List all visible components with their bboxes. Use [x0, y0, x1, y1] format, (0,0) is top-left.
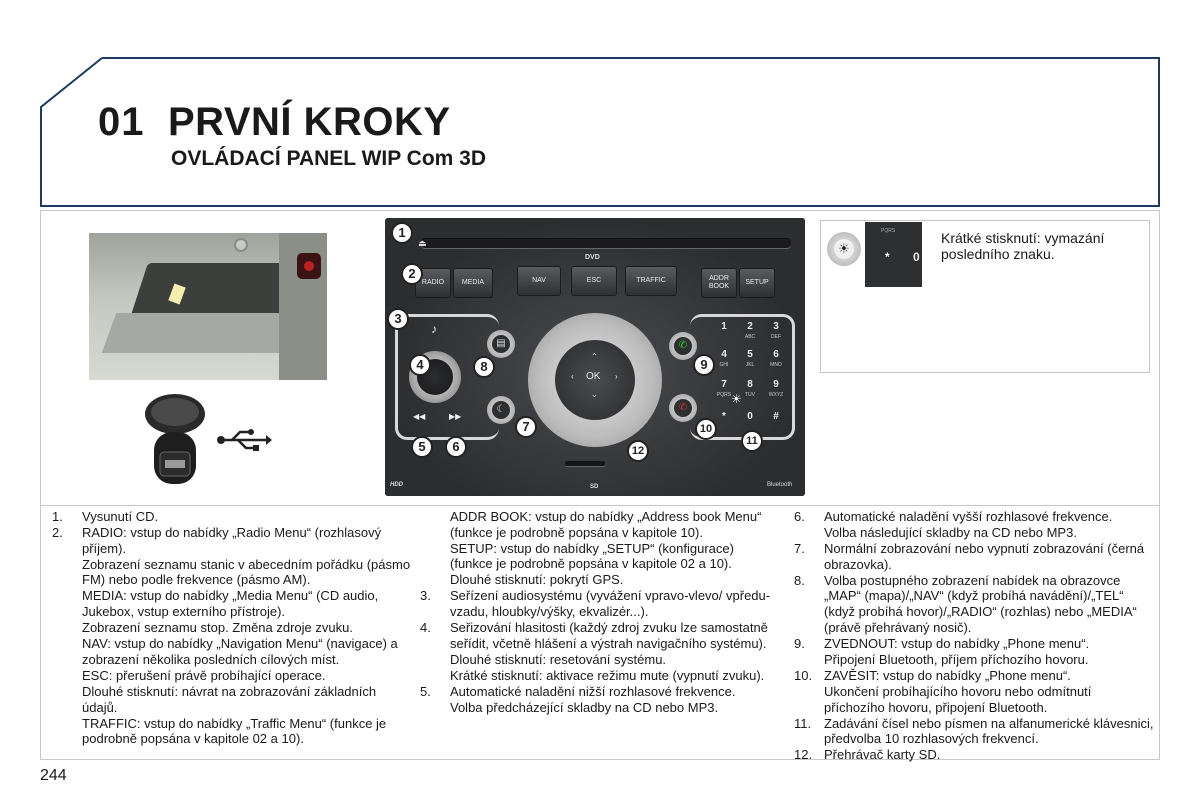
- list-column-3: [794, 509, 1154, 764]
- display-off-button[interactable]: ☾: [487, 396, 515, 424]
- chapter-title: PRVNÍ KROKY: [168, 100, 451, 144]
- list-item: [420, 572, 780, 588]
- list-item-text: SETUP: vstup do nabídky „SETUP“ (konfigurace) (funkce je podrobně popsána v kapitole 02 a 10).: [450, 540, 734, 572]
- usb-icon: [216, 428, 272, 452]
- list-item: [420, 541, 780, 572]
- list-item: [420, 668, 780, 684]
- list-item-number: [52, 557, 82, 588]
- callout-1: 1: [391, 222, 413, 244]
- list-item-number: [52, 588, 82, 619]
- list-item-number: [420, 572, 450, 588]
- key-0[interactable]: 0: [747, 411, 753, 422]
- list-item-number: 2.: [52, 525, 63, 541]
- list-item-text: Zobrazení seznamu stanic v abecedním pořádku (pásmo FM) nebo podle frekvence (pásmo AM).: [82, 556, 411, 588]
- list-item-number: [420, 700, 450, 716]
- list-item-number: 10.: [794, 667, 813, 683]
- list-item: [420, 620, 780, 651]
- dvd-logo: DVD: [585, 254, 600, 261]
- list-item: [420, 509, 780, 540]
- list-item-text: Přehrávač karty SD.: [824, 747, 941, 763]
- list-item-text: Volba následující skladby na CD nebo MP3.: [824, 525, 1077, 541]
- list-item-number: 8.: [794, 572, 805, 588]
- list-item-number: [420, 652, 450, 668]
- list-item-number: [52, 620, 82, 636]
- list-item-text: ESC: přerušení právě probíhající operace.: [82, 667, 326, 683]
- left-arrow-icon[interactable]: ‹: [571, 372, 574, 381]
- key-2[interactable]: 2 ABC: [744, 321, 756, 340]
- list-item-text: Seřizování hlasitosti (každý zdroj zvuku lze samostatně seřídit, včetně hlášení a výstrah navigačního systému).: [450, 620, 768, 651]
- list-item-text: NAV: vstup do nabídky „Navigation Menu“ (navigace) a zobrazení několika posledních cílových míst.: [82, 636, 398, 667]
- usb-port-image: [140, 392, 210, 490]
- list-item-number: [52, 636, 82, 667]
- down-arrow-icon[interactable]: ⌄: [591, 390, 598, 399]
- up-arrow-icon[interactable]: ⌃: [591, 352, 598, 361]
- key-6[interactable]: 6 MNO: [770, 349, 782, 368]
- list-item-text: Dlouhé stisknutí: pokrytí GPS.: [450, 572, 624, 588]
- list-item-text: Automatické naladění vyšší rozhlasové frekvence.: [824, 509, 1113, 524]
- list-item-number: 12.: [794, 747, 813, 763]
- list-item-text: Ukončení probíhajícího hovoru nebo odmítnutí příchozího hovoru, připojení Bluetooth.: [824, 684, 1092, 715]
- list-item: [52, 684, 412, 715]
- list-item-text: ADDR BOOK: vstup do nabídky „Address book Menu“ (funkce je podrobně popsána v kapitole 10).: [450, 509, 762, 540]
- cd-slot: [421, 238, 791, 248]
- key-5[interactable]: 5 JKL: [745, 349, 755, 368]
- callout-7: 7: [515, 416, 537, 438]
- callout-4: 4: [409, 354, 431, 376]
- list-item-number: [420, 541, 450, 572]
- key-hash[interactable]: #: [773, 411, 779, 422]
- list-item-number: 7.: [794, 541, 805, 557]
- list-item-number: 11.: [794, 715, 812, 731]
- list-item: [52, 636, 412, 667]
- list-item-text: Připojení Bluetooth, příjem příchozího hovoru.: [824, 651, 1089, 667]
- list-item-number: [420, 668, 450, 684]
- list-item: [794, 509, 1154, 525]
- list-item: [794, 684, 1154, 715]
- callout-11: 11: [741, 430, 763, 452]
- radio-button[interactable]: RADIO: [415, 268, 451, 298]
- list-item: [794, 573, 1154, 635]
- list-item: [794, 668, 1154, 684]
- star-key-icon: ☀: [731, 392, 742, 406]
- list-item: [420, 588, 780, 619]
- list-item-text: Zobrazení seznamu stop. Změna zdroje zvuku.: [82, 620, 353, 636]
- list-column-2: [420, 509, 780, 716]
- callout-12: 12: [627, 440, 649, 462]
- key-star[interactable]: *: [722, 411, 726, 422]
- list-item-text: MEDIA: vstup do nabídky „Media Menu“ (CD audio, Jukebox, vstup externího přístroje).: [82, 588, 379, 620]
- list-item-text: Dlouhé stisknutí: resetování systému.: [450, 651, 667, 667]
- key-3[interactable]: 3 DEF: [771, 321, 781, 340]
- section-title: OVLÁDACÍ PANEL WIP Com 3D: [171, 147, 487, 170]
- list-item-text: RADIO: vstup do nabídky „Radio Menu“ (rozhlasový příjem).: [82, 525, 382, 556]
- list-item: [794, 747, 1154, 763]
- answer-call-button[interactable]: ✆: [669, 332, 697, 360]
- list-item-number: [52, 716, 82, 747]
- callout-9: 9: [693, 354, 715, 376]
- list-item-text: ZAVĚSIT: vstup do nabídky „Phone menu“.: [824, 667, 1071, 683]
- list-item-number: [794, 684, 824, 715]
- list-item: [420, 700, 780, 716]
- hdd-label: HDD: [390, 482, 403, 488]
- key-4[interactable]: 4 GHI: [719, 349, 729, 368]
- hang-up-button[interactable]: ✆: [669, 394, 697, 422]
- list-item-number: 5.: [420, 684, 431, 700]
- list-item: [52, 557, 412, 588]
- list-item-text: Automatické naladění nižší rozhlasové frekvence.: [450, 684, 736, 700]
- key-9[interactable]: 9 WXYZ: [768, 379, 784, 398]
- key-1[interactable]: 1: [721, 321, 727, 332]
- list-item-number: 4.: [420, 620, 431, 636]
- ok-button[interactable]: OK: [586, 371, 601, 382]
- list-column-1: [52, 509, 412, 747]
- key-7[interactable]: 7 PQRS: [716, 379, 732, 398]
- addr-book-button[interactable]: ADDR BOOK: [701, 268, 737, 298]
- esc-button[interactable]: ESC: [571, 266, 617, 296]
- list-item-number: 1.: [52, 509, 63, 524]
- list-item: [52, 525, 412, 556]
- list-item-text: Seřízení audiosystému (vyvážení vpravo-vlevo/ vpředu-vzadu, hloubky/výšky, ekvalizér...).: [450, 588, 771, 620]
- list-item-number: [52, 684, 82, 715]
- list-item-text: Zadávání čísel nebo písmen na alfanumerické klávesnici, předvolba 10 rozhlasových frekvencí.: [824, 715, 1154, 747]
- callout-6: 6: [445, 436, 467, 458]
- list-item: [52, 716, 412, 747]
- list-item-text: Volba postupného zobrazení nabídek na obrazovce „MAP“ (mapa)/„NAV“ (když probíhá navádění)/„TEL“ (když probíhá hovor)/„RADIO“ (rozhlas) nebo „MEDIA“ (právě přehrávaný nosič).: [824, 572, 1137, 635]
- list-item: [52, 668, 412, 684]
- nav-button[interactable]: NAV: [517, 266, 561, 296]
- list-item: [794, 525, 1154, 541]
- list-item-text: Dlouhé stisknutí: návrat na zobrazování základních údajů.: [82, 684, 377, 715]
- list-item-text: Krátké stisknutí: aktivace režimu mute (vypnutí zvuku).: [450, 667, 765, 683]
- list-item: [420, 684, 780, 700]
- star-clear-icon: ☀: [827, 232, 861, 266]
- list-item-number: 9.: [794, 635, 805, 651]
- list-item: [794, 652, 1154, 668]
- list-item-text: Normální zobrazování nebo vypnutí zobrazování (černá obrazovka).: [824, 541, 1145, 572]
- next-icon[interactable]: ▶▶: [449, 412, 462, 421]
- list-item-text: TRAFFIC: vstup do nabídky „Traffic Menu“ (funkce je podrobně popsána v kapitole 02 a 10).: [82, 715, 387, 747]
- list-item-text: ZVEDNOUT: vstup do nabídky „Phone menu“.: [824, 635, 1090, 651]
- callout-8: 8: [473, 356, 495, 378]
- list-item-number: 3.: [420, 588, 431, 604]
- right-arrow-icon[interactable]: ›: [615, 372, 618, 381]
- list-item-number: 6.: [794, 509, 805, 524]
- eject-icon[interactable]: ⏏: [418, 238, 427, 248]
- page-number: 244: [40, 767, 67, 784]
- menu-toggle-button[interactable]: ▤: [487, 330, 515, 358]
- list-item: [52, 509, 412, 525]
- glovebox-photo: [89, 233, 327, 380]
- list-item-text: Volba předcházející skladby na CD nebo MP3.: [450, 700, 719, 716]
- list-item-number: [794, 652, 824, 668]
- setup-button[interactable]: SETUP: [739, 268, 775, 298]
- sd-slot: [565, 461, 605, 466]
- list-item: [794, 541, 1154, 572]
- previous-icon[interactable]: ◀◀: [413, 412, 426, 421]
- key-8[interactable]: 8 TUV: [745, 379, 755, 398]
- list-item: [794, 636, 1154, 652]
- callout-10: 10: [695, 418, 717, 440]
- callout-2: 2: [401, 263, 423, 285]
- list-item-number: [420, 509, 450, 540]
- list-item-text: Vysunutí CD.: [82, 509, 159, 524]
- list-item: [52, 588, 412, 619]
- sd-logo: SD: [590, 484, 599, 490]
- media-button[interactable]: MEDIA: [453, 268, 493, 298]
- radio-control-panel: [385, 218, 805, 496]
- list-item-number: [52, 668, 82, 684]
- list-item: [52, 620, 412, 636]
- keypad-thumbnail: PQRS * 0: [865, 222, 922, 287]
- list-item: [794, 716, 1154, 747]
- star-key-description: Krátké stisknutí: vymazání posledního znaku.: [941, 230, 1105, 262]
- bluetooth-label: Bluetooth: [767, 482, 793, 488]
- music-note-icon: ♪: [431, 322, 437, 336]
- traffic-button[interactable]: TRAFFIC: [625, 266, 677, 296]
- chapter-number: 01: [98, 100, 145, 144]
- list-item: [420, 652, 780, 668]
- callout-5: 5: [411, 436, 433, 458]
- callout-3: 3: [387, 308, 409, 330]
- list-item-number: [794, 525, 824, 541]
- figure-divider: [40, 505, 1160, 506]
